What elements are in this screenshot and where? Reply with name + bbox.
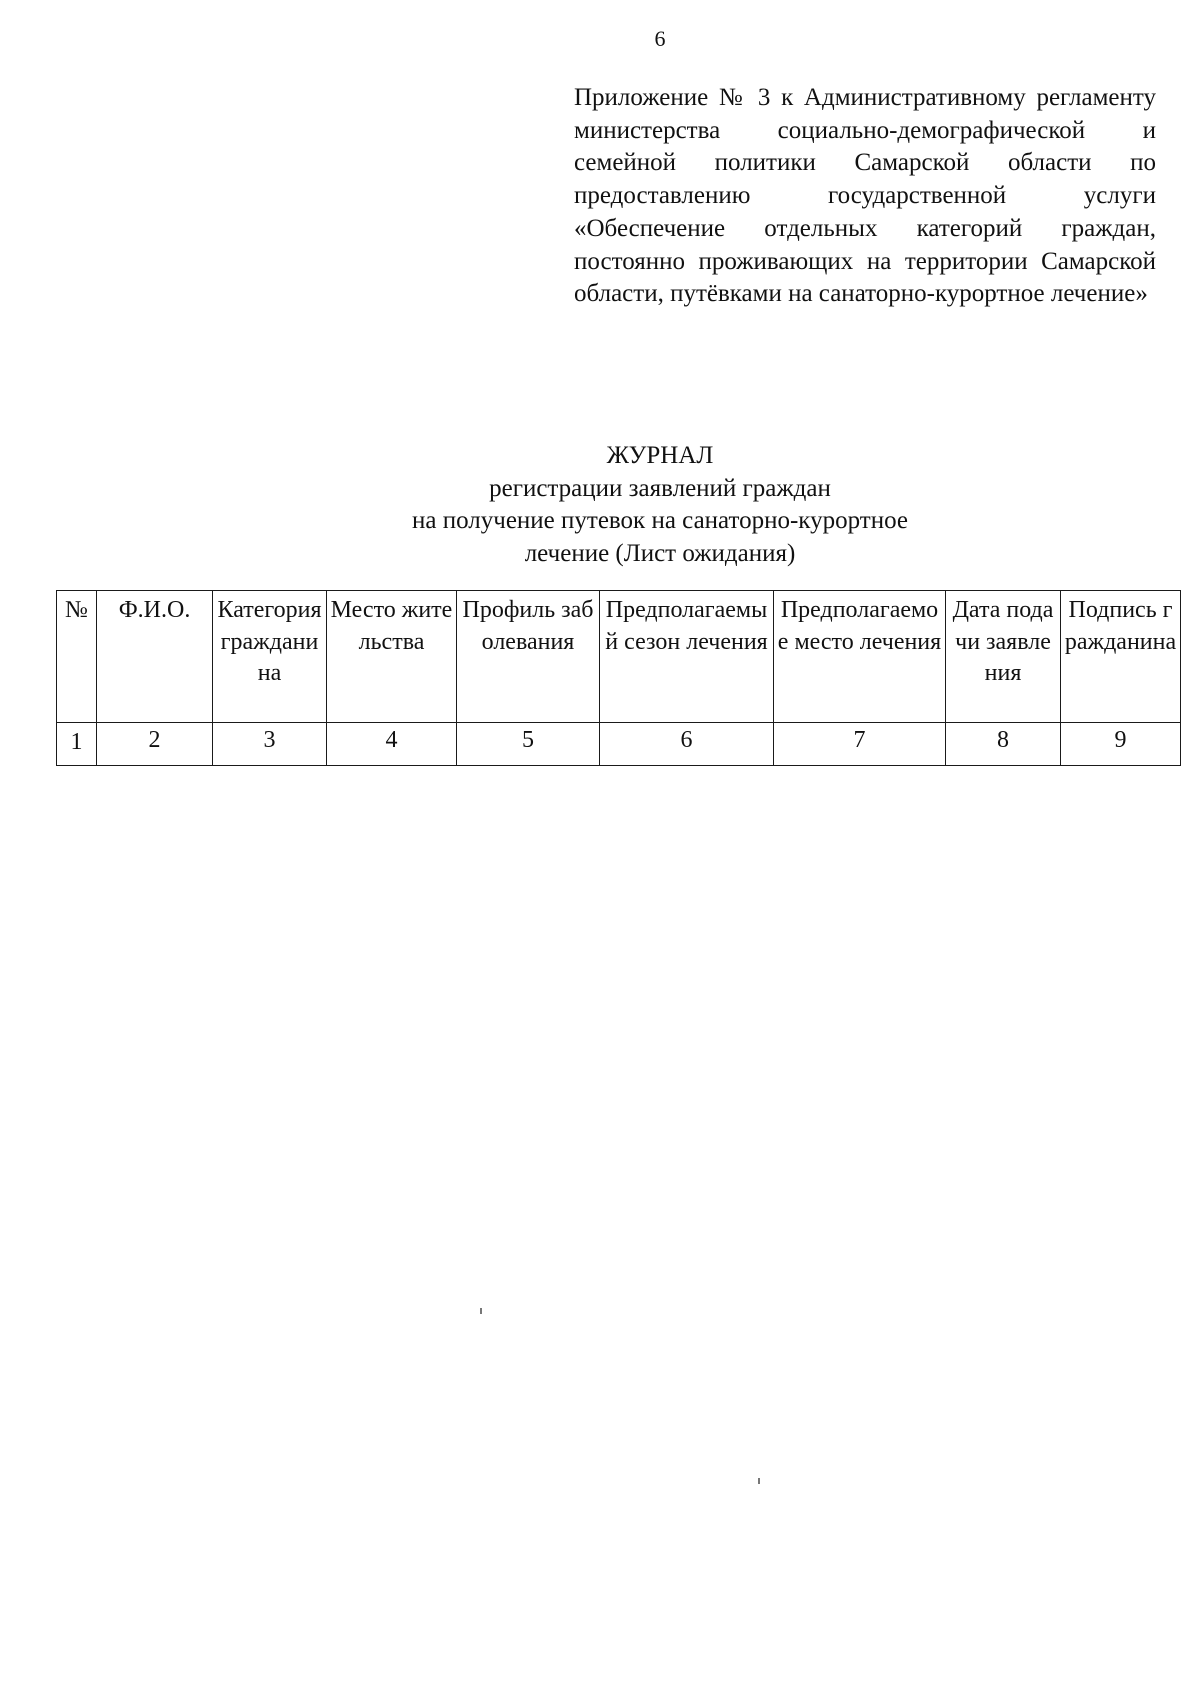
header-cell-application-date: Дата подачи заявления xyxy=(946,591,1061,723)
journal-table xyxy=(56,590,1181,766)
header-cell-category: Категория гражданина xyxy=(213,591,327,723)
journal-subtitle-line-1: регистрации заявлений граждан xyxy=(489,474,831,502)
appendix-note-text: Приложение № 3 к Административному регламенту министерства социально-демографической и семейной политики Самарской области по предоставлению государственной услуги «Обеспечение отдельных категорий граждан, постоянно проживающих на территории Самарской области, путёвками на санаторно-курортное лечение» xyxy=(574,84,1156,308)
header-cell-number: № xyxy=(57,591,97,723)
table-cell: 1 xyxy=(57,723,97,766)
table-cell: 5 xyxy=(457,723,600,766)
table-cell: 2 xyxy=(97,723,213,766)
table-cell: 8 xyxy=(946,723,1061,766)
page-number: 6 xyxy=(654,26,666,51)
header-cell-treatment-place: Предполагаемое место лечения xyxy=(774,591,946,723)
scan-speck xyxy=(480,1308,482,1314)
table-cell: 7 xyxy=(774,723,946,766)
header-cell-residence: Место жительства xyxy=(327,591,457,723)
table-cell: 4 xyxy=(327,723,457,766)
scan-speck xyxy=(758,1478,760,1484)
table-cell: 3 xyxy=(213,723,327,766)
appendix-note xyxy=(574,82,1156,311)
header-cell-full-name: Ф.И.О. xyxy=(97,591,213,723)
table-header-row xyxy=(57,591,1181,723)
journal-title: ЖУРНАЛ xyxy=(606,442,714,469)
journal-heading xyxy=(0,440,1200,570)
journal-subtitle-line-2: на получение путевок на санаторно-курортное xyxy=(412,507,908,534)
header-cell-signature: Подпись гражданина xyxy=(1061,591,1181,723)
header-cell-disease-profile: Профиль заболевания xyxy=(457,591,600,723)
table-cell: 9 xyxy=(1061,723,1181,766)
table-cell: 6 xyxy=(600,723,774,766)
table-row xyxy=(57,723,1181,766)
header-cell-treatment-season: Предполагаемый сезон лечения xyxy=(600,591,774,723)
journal-subtitle-line-3: лечение (Лист ожидания) xyxy=(524,539,796,567)
